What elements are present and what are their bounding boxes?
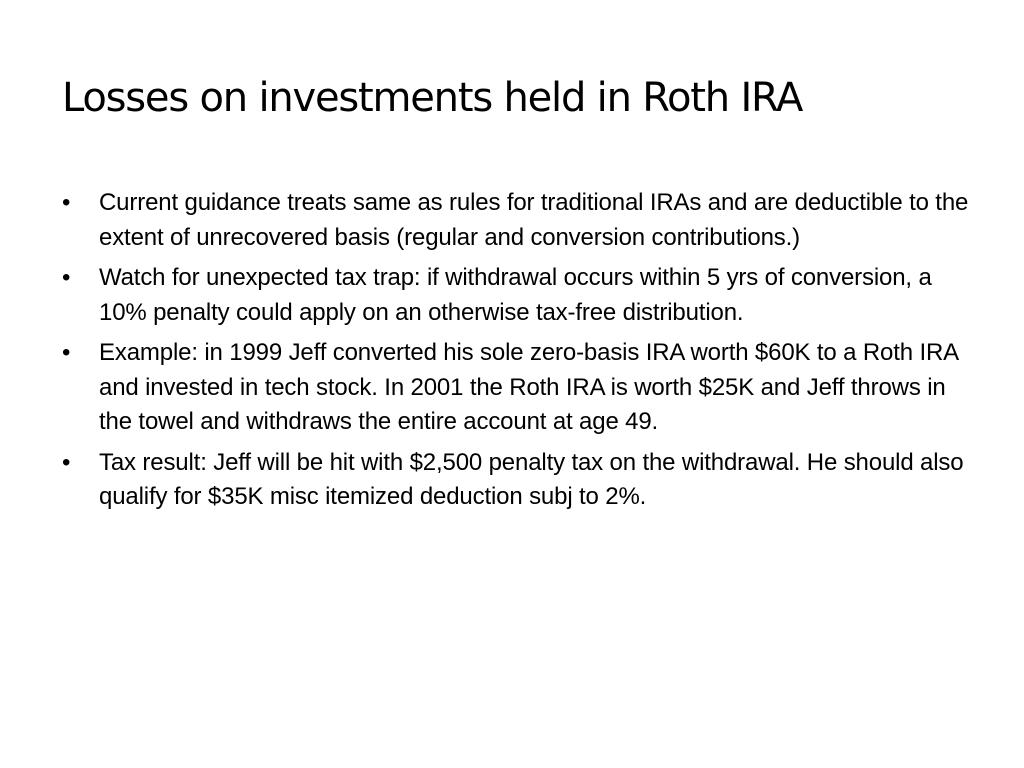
bullet-marker: • xyxy=(62,339,71,366)
bullet-item-tax-result xyxy=(62,446,972,515)
bullet-text: Watch for unexpected tax trap: if withdrawal occurs within 5 yrs of conversion, a 10% penalty could apply on an otherwise tax-free distribution. xyxy=(99,264,932,326)
bullet-item-tax-trap xyxy=(62,261,972,330)
bullet-marker: • xyxy=(62,448,71,476)
bullet-text: Tax result: Jeff will be hit with $2,500 penalty tax on the withdrawal. He should also qualify for $35K misc itemized deduction subj to 2%. xyxy=(99,448,964,510)
bullet-marker: • xyxy=(62,189,71,216)
bullet-text: Example: in 1999 Jeff converted his sole zero-basis IRA worth $60K to a Roth IRA and invested in tech stock. In 2001 the Roth IRA is worth $25K and Jeff throws in the towel and withdraws the entire account at age 49. xyxy=(99,339,958,435)
bullet-text: Current guidance treats same as rules for traditional IRAs and are deductible to the extent of unrecovered basis (regular and conversion contributions.) xyxy=(99,189,969,251)
bullet-list xyxy=(62,186,972,521)
bullet-item-example xyxy=(62,336,972,440)
slide-title: Losses on investments held in Roth IRA xyxy=(62,75,803,121)
bullet-item-current-guidance xyxy=(62,186,972,255)
bullet-marker: • xyxy=(62,264,71,291)
